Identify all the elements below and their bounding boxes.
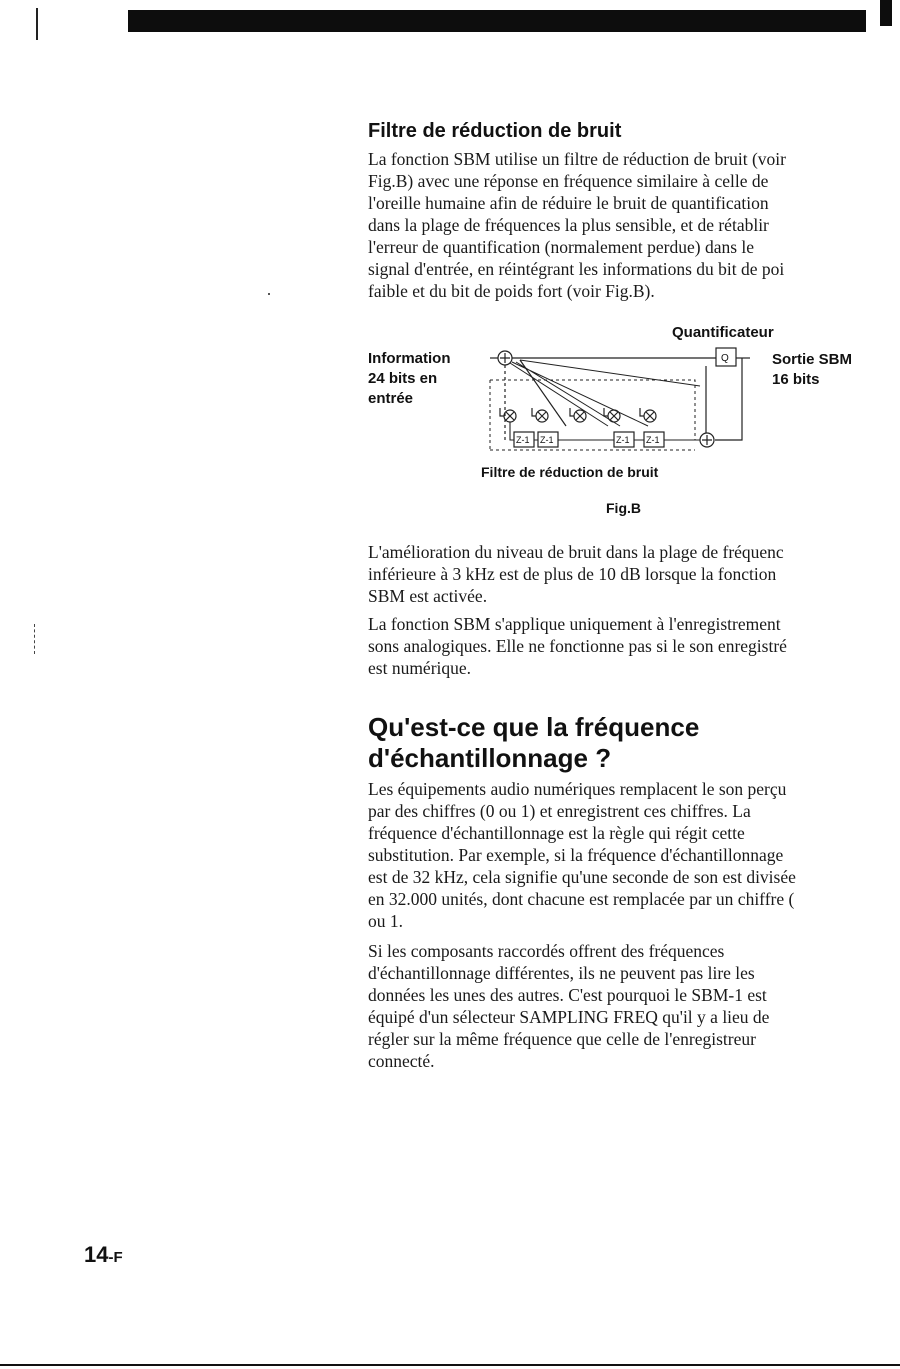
text-line: L'amélioration du niveau de bruit dans la plage de fréquenc (368, 542, 784, 562)
text-line: l'oreille humaine afin de réduire le bruit de quantification (368, 193, 769, 213)
section-heading-sampling-frequency (368, 712, 699, 774)
text-line: Si les composants raccordés offrent des fréquences (368, 941, 725, 961)
text-line: l'erreur de quantification (normalement perdue) dans le (368, 237, 755, 257)
delay-text: Z-1 (516, 435, 530, 445)
input-label (368, 349, 451, 409)
paragraph-sampling-selector (368, 940, 858, 1072)
output-label-line: Sortie SBM (772, 351, 853, 368)
input-label-line: 24 bits en (368, 370, 438, 387)
text-line: données les unes des autres. C'est pourquoi le SBM-1 est (368, 985, 767, 1005)
input-label-line: entrée (368, 390, 414, 407)
quantizer-label: Quantificateur (672, 324, 774, 341)
text-line: est numérique. (368, 658, 472, 678)
text-line: Les équipements audio numériques remplacent le son perçu (368, 779, 787, 799)
text-line: ou 1. (368, 911, 403, 931)
margin-dot (268, 293, 270, 295)
text-line: connecté. (368, 1051, 435, 1071)
output-label (772, 350, 852, 390)
heading-line: Qu'est-ce que la fréquence (368, 712, 700, 742)
delay-text: Z-1 (646, 435, 660, 445)
text-line: faible et du bit de poids fort (voir Fig.B). (368, 281, 655, 301)
paragraph-analog-only (368, 613, 858, 679)
footer-rule (0, 1364, 900, 1366)
text-line: d'échantillonnage différentes, ils ne peuvent pas lire les (368, 963, 755, 983)
text-line: en 32.000 unités, dont chacune est remplacée par un chiffre ( (368, 889, 795, 909)
page-number-value: 14 (84, 1242, 109, 1267)
corner-mark (880, 0, 892, 26)
noise-filter-diagram (480, 340, 770, 465)
q-box-text: Q (721, 353, 729, 364)
text-line: régler sur la même fréquence que celle de l'enregistreur (368, 1029, 756, 1049)
text-line: dans la plage de fréquences la plus sensible, et de rétablir (368, 215, 769, 235)
margin-tick (36, 8, 38, 40)
text-line: substitution. Par exemple, si la fréquence d'échantillonnage (368, 845, 784, 865)
text-line: SBM est activée. (368, 586, 488, 606)
margin-dash (34, 624, 36, 654)
section-heading-noise-filter: Filtre de réduction de bruit (368, 120, 622, 142)
filter-caption: Filtre de réduction de bruit (481, 464, 659, 480)
text-line: fréquence d'échantillonnage est la règle qui régit cette (368, 823, 745, 843)
page-number-suffix: -F (108, 1249, 123, 1266)
paragraph-sampling-definition (368, 778, 858, 932)
text-line: par des chiffres (0 ou 1) et enregistrent ces chiffres. La (368, 801, 751, 821)
delay-text: Z-1 (616, 435, 630, 445)
text-line: équipé d'un sélecteur SAMPLING FREQ qu'il y a lieu de (368, 1007, 770, 1027)
text-line: sons analogiques. Elle ne fonctionne pas si le son enregistré (368, 636, 787, 656)
paragraph-noise-filter (368, 148, 858, 302)
input-label-line: Information (368, 350, 451, 367)
heading-line: d'échantillonnage ? (368, 743, 612, 773)
text-line: Fig.B) avec une réponse en fréquence similaire à celle de (368, 171, 769, 191)
delay-text: Z-1 (540, 435, 554, 445)
text-line: La fonction SBM s'applique uniquement à l'enregistrement (368, 614, 781, 634)
text-line: est de 32 kHz, cela signifie qu'une seconde de son est divisée (368, 867, 796, 887)
text-line: signal d'entrée, en réintégrant les informations du bit de poi (368, 259, 785, 279)
output-label-line: 16 bits (772, 371, 820, 388)
header-bar (128, 10, 866, 32)
paragraph-noise-improvement (368, 541, 858, 607)
text-line: inférieure à 3 kHz est de plus de 10 dB lorsque la fonction (368, 564, 777, 584)
feedback-line (715, 358, 742, 440)
page-number (84, 1242, 123, 1268)
text-line: La fonction SBM utilise un filtre de réduction de bruit (voir (368, 149, 786, 169)
figure-label: Fig.B (606, 500, 641, 516)
